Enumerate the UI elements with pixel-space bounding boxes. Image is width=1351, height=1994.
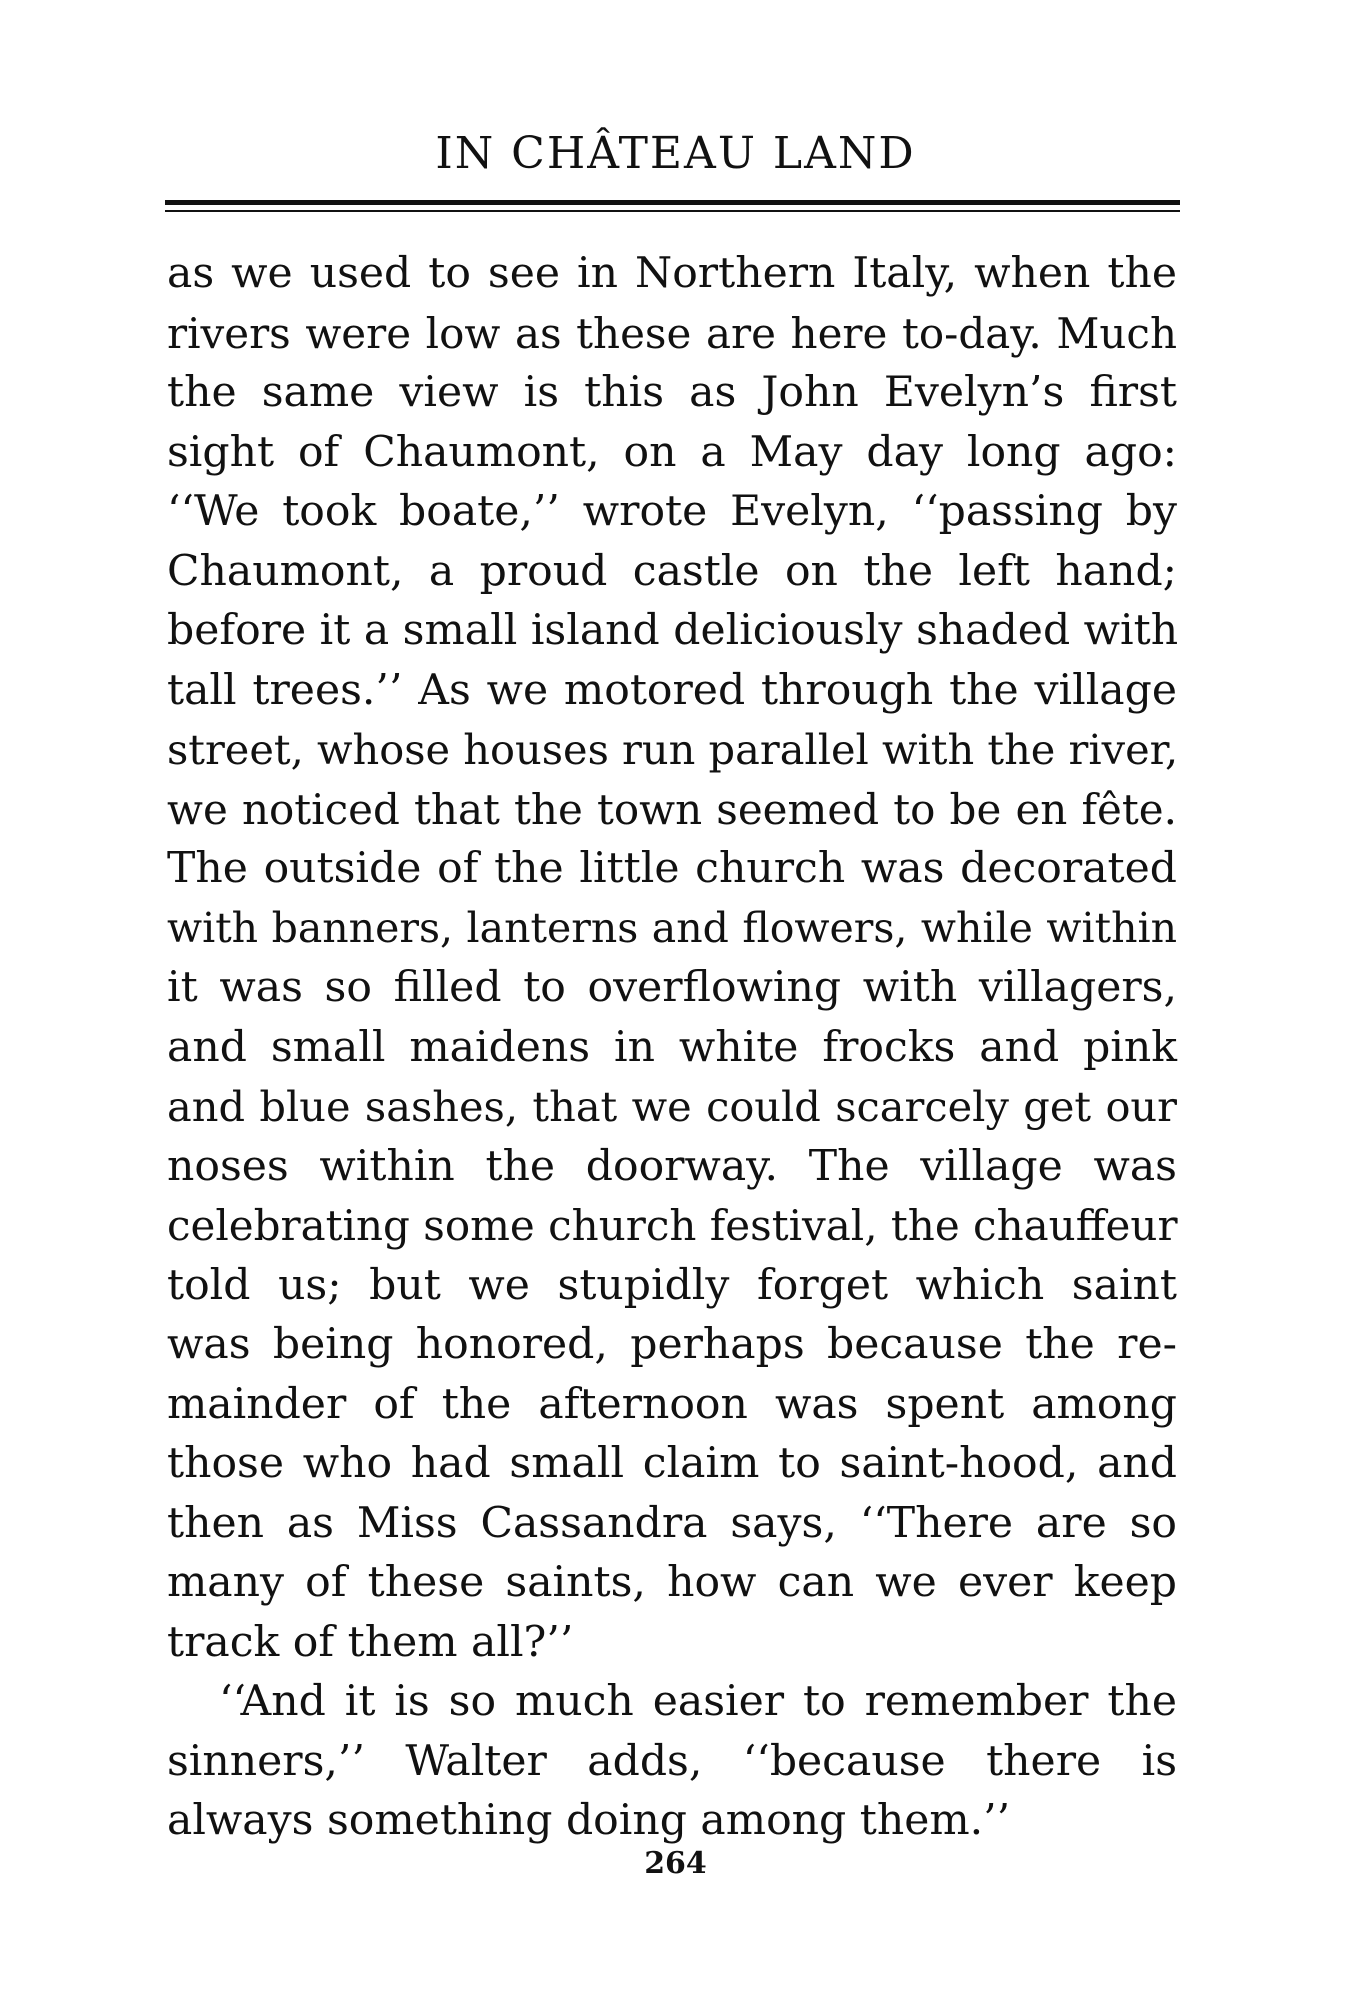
text-line: many of these saints, how can we ever keep bbox=[167, 1558, 1177, 1607]
text-line: noses within the doorway. The village was bbox=[167, 1141, 1177, 1191]
text-line: and small maidens in white frocks and pink bbox=[167, 1022, 1177, 1072]
header-rule-thin bbox=[165, 210, 1180, 212]
text-line: street, whose houses run parallel with the river, bbox=[167, 725, 1179, 774]
text-line: track of them all?’’ bbox=[167, 1617, 574, 1667]
text-line: sinners,’’ Walter adds, ‘‘because there is bbox=[167, 1736, 1177, 1786]
text-line: then as Miss Cassandra says, ‘‘There are so bbox=[167, 1498, 1177, 1548]
text-line: before it a small island deliciously shaded with bbox=[167, 606, 1179, 655]
text-line: and blue sashes, that we could scarcely get our bbox=[167, 1082, 1177, 1131]
header-rule-thick bbox=[165, 200, 1180, 205]
text-line: it was so filled to overflowing with villagers, bbox=[167, 963, 1177, 1012]
text-line: The outside of the little church was decorated bbox=[167, 844, 1177, 893]
text-line: those who had small claim to saint-hood, and bbox=[167, 1439, 1177, 1488]
text-line: ‘‘We took boate,’’ wrote Evelyn, ‘‘passing by bbox=[167, 487, 1177, 536]
text-line: mainder of the afternoon was spent among bbox=[167, 1379, 1177, 1429]
running-header: IN CHÂTEAU LAND bbox=[435, 128, 916, 179]
body-text bbox=[167, 244, 1177, 1851]
text-line: celebrating some church festival, the chauffeur bbox=[167, 1201, 1178, 1250]
text-line: we noticed that the town seemed to be en fête. bbox=[167, 784, 1177, 834]
text-line: with banners, lanterns and flowers, while within bbox=[167, 903, 1177, 952]
text-line: ‘‘And it is so much easier to remember the bbox=[219, 1677, 1177, 1726]
text-line: told us; but we stupidly forget which saint bbox=[167, 1260, 1177, 1310]
text-line: as we used to see in Northern Italy, when the bbox=[167, 249, 1177, 298]
text-line: sight of Chaumont, on a May day long ago: bbox=[167, 427, 1177, 477]
page-number: 264 bbox=[644, 1846, 707, 1881]
text-line: was being honored, perhaps because the re- bbox=[167, 1320, 1177, 1369]
text-line: always something doing among them.’’ bbox=[167, 1796, 1011, 1845]
text-line: tall trees.’’ As we motored through the village bbox=[167, 665, 1177, 715]
text-line: the same view is this as John Evelyn’s first bbox=[167, 368, 1177, 417]
text-line: rivers were low as these are here to-day. Much bbox=[167, 308, 1177, 358]
text-line: Chaumont, a proud castle on the left hand; bbox=[167, 546, 1177, 596]
